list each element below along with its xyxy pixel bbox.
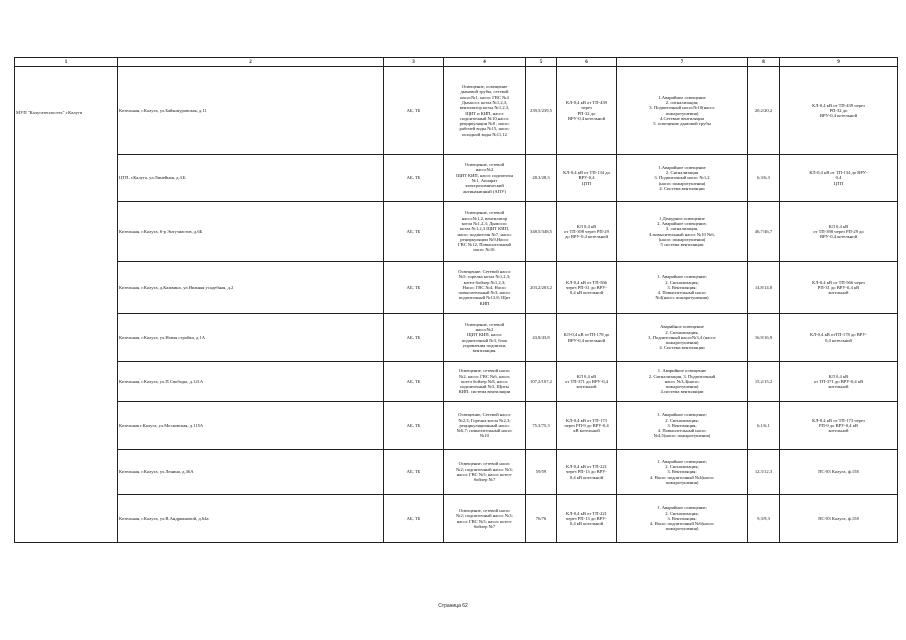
supply-line: 0,4 кВ котельной	[569, 474, 604, 480]
source-line: КЛ 0,4 кВ	[828, 373, 849, 379]
equipment-line: управления подпитки,	[462, 342, 507, 348]
supply-cell	[557, 362, 617, 402]
header-cell: 7	[617, 58, 748, 67]
category-cell	[384, 450, 444, 495]
supply-cell	[557, 314, 617, 362]
address-cell	[118, 202, 384, 262]
source-line: ВРУ-0,4 котельной	[819, 113, 858, 119]
source-line: котельной	[828, 384, 849, 390]
table-row	[15, 67, 898, 155]
table-row	[15, 262, 898, 314]
supply-line: КЛ-0,4 кВ от ТП-566	[566, 279, 607, 285]
supply-line: 0,4 кВ котельной	[569, 290, 604, 296]
equipment-line: дымовой трубы, сетевой	[460, 89, 509, 95]
source-cell	[780, 402, 898, 450]
consumers-cell	[617, 314, 748, 362]
supply-line: через РП-13 до ВРУ-	[566, 515, 607, 521]
consumers-line: 4. Система вентиляции	[659, 345, 705, 351]
supply-line: КЛ-0,4 кВ от ТП-221	[566, 510, 607, 516]
consumers-cell	[617, 202, 748, 262]
supply-cell	[557, 450, 617, 495]
table-row	[15, 450, 898, 495]
consumers-cell	[617, 402, 748, 450]
equipment-line: Освещение; Сетевой насос	[458, 268, 511, 274]
reserve-text: 14,8/14,8	[754, 284, 773, 290]
address-text: Котельная, г.Калуга, ул.Байконуровская, д.11	[119, 107, 207, 113]
power-text: 75,3/75,3	[532, 422, 550, 428]
equipment-line: исходной воды №11,12	[462, 131, 507, 137]
consumers-line: пожаротушения)	[665, 526, 699, 532]
source-cell	[780, 314, 898, 362]
supply-cell	[557, 202, 617, 262]
equipment-cell	[444, 67, 526, 155]
consumers-line: 4.система вентиляции	[660, 389, 704, 395]
organization-cell	[15, 67, 118, 543]
equipment-line: насос ГВС №5; насос котел-	[456, 472, 513, 477]
equipment-line: подпиточный №3, Щиты	[460, 384, 509, 390]
reserve-text: 6,3/6,3	[757, 175, 770, 181]
power-cell	[526, 262, 557, 314]
reserve-text: 12,3/12,3	[754, 469, 773, 475]
consumers-cell	[617, 450, 748, 495]
consumers-cell	[617, 495, 748, 543]
reserve-text: 9,3/9,3	[757, 515, 770, 521]
consumers-cell	[617, 155, 748, 202]
source-cell	[780, 67, 898, 155]
reserve-text: 20,2/20,2	[754, 107, 773, 113]
equipment-line: котел-бойлер №1,2,3;	[463, 279, 506, 285]
supply-line: от ТП-398 через РП-29	[564, 228, 609, 234]
equipment-line: КИП	[479, 300, 490, 306]
supply-line: ЦТП	[581, 180, 592, 186]
supply-line: РП-32 до	[577, 110, 596, 116]
consumers-line: 1. Аварийное освещение;	[657, 505, 707, 511]
equipment-cell	[444, 402, 526, 450]
equipment-line: бойлер №7	[473, 523, 496, 529]
consumers-line: 2. Аварийное освещение,	[657, 220, 707, 226]
page-number: Страница 62	[438, 603, 468, 609]
equipment-line: насос№2	[475, 167, 494, 173]
address-cell	[118, 402, 384, 450]
table-row	[15, 362, 898, 402]
consumers-line: пожаротушения)	[665, 479, 699, 485]
consumers-line: 3. Вентиляция;	[667, 515, 697, 521]
category-cell	[384, 67, 444, 155]
equipment-line: рециркуляции №8 , насос	[459, 121, 510, 127]
power-cell	[526, 495, 557, 543]
reserve-cell	[748, 450, 780, 495]
power-text: 43,8/43,8	[532, 334, 550, 340]
consumers-cell	[617, 262, 748, 314]
supply-line: через РП-9 до ВРУ-0,4	[564, 422, 609, 428]
equipment-line: Освещение, сетевой насос	[458, 368, 511, 374]
supply-line: КЛ 0,4 кВ	[576, 223, 597, 229]
address-cell	[118, 362, 384, 402]
equipment-line: вентиляция.	[472, 348, 497, 354]
source-cell	[780, 155, 898, 202]
equipment-cell	[444, 495, 526, 543]
power-cell	[526, 402, 557, 450]
power-text: 76/76	[535, 515, 547, 521]
source-line: ПС-83 Калуга, ф.158	[818, 515, 859, 521]
consumers-line: 3. Вентиляция;	[667, 422, 697, 428]
consumers-line: (насос пожаротушения)	[658, 236, 706, 242]
consumers-line: 2. Сигнализация;	[665, 279, 699, 285]
equipment-line: насос№1,2, вентилятор	[461, 215, 508, 221]
consumers-line: №4,5(насос пожаротушения)	[653, 433, 711, 439]
power-text: 348,5/348,5	[530, 228, 552, 234]
equipment-line: №10	[480, 433, 489, 439]
source-line: РП-32 до	[829, 107, 848, 113]
power-text: 239,5/239,5	[530, 107, 552, 113]
equipment-line: Освещение, освещение	[461, 84, 508, 90]
category-text: АБ, ТБ	[406, 378, 421, 384]
power-cell	[526, 450, 557, 495]
consumers-line: 3. Подпиточный насос№10(насос	[649, 105, 715, 111]
source-line: КЛ-0,4 кВ от ТП-566 через	[812, 279, 865, 285]
category-cell	[384, 155, 444, 202]
supply-line: до ВРУ-0,4 котельной	[565, 234, 608, 240]
equipment-line: №6,7; повысительный насос	[456, 428, 513, 434]
category-text: АБ, ТБ	[406, 469, 421, 475]
source-line: котельной	[828, 290, 849, 296]
power-text: 59/59	[535, 469, 547, 475]
equipment-cell	[444, 202, 526, 262]
address-cell	[118, 495, 384, 543]
consumers-line: №4(насос пожаротушения)	[655, 295, 709, 301]
equipment-line: насос№1, насос ГВС №4	[460, 94, 509, 100]
category-text: АБ, ТБ	[406, 107, 421, 113]
equipment-line: насос подпиточн №7, насос	[457, 231, 512, 237]
reserve-text: 6,1/6,1	[757, 422, 770, 428]
equipment-line: повысительный №3, насос	[458, 290, 511, 296]
equipment-line: ГВС №12, Повысительный	[457, 242, 511, 248]
equipment-line: КИП, система вентиляции	[458, 389, 511, 395]
consumers-line: 4. Повысительный насос	[657, 290, 707, 296]
equipment-line: котла №1,2,3; Дымосос	[461, 220, 508, 226]
supply-line: через РП-13 до ВРУ-	[566, 469, 607, 475]
consumers-line: 2. Сигнализация;	[665, 464, 699, 470]
equipment-line: антинакипный (АПУ)	[463, 188, 506, 194]
address-text: Котельная, г.Калуга, 6-р Энтузиастов, д.6Б	[119, 228, 203, 234]
source-line: ПС-83 Калуга, ф.158	[818, 469, 859, 475]
equipment-line: котла №1,2,3 ЩИТ КИП,	[459, 226, 510, 232]
header-cell: 2	[118, 58, 384, 67]
category-text: АБ, ТБ	[406, 284, 421, 290]
header-cell: 9	[780, 58, 898, 67]
equipment-line: Освещение; сетевой насос	[458, 461, 511, 467]
consumers-line: 3. Подпиточный насос№3,4 (насос	[648, 334, 716, 340]
consumers-line: 1. Аварийное освещение;	[657, 274, 707, 280]
address-cell	[118, 314, 384, 362]
supply-line: кВ котельной	[573, 428, 600, 434]
reserve-cell	[748, 495, 780, 543]
category-text: АБ, ТБ	[406, 422, 421, 428]
equipment-cell	[444, 262, 526, 314]
category-cell	[384, 495, 444, 543]
reserve-cell	[748, 262, 780, 314]
supply-cell	[557, 402, 617, 450]
source-line: РП-9 до ВРУ-0,4 кВ	[818, 422, 859, 428]
address-text: Котельная, г.Калуга, ул.В.Андриановой, д.64а	[119, 515, 209, 521]
source-line: ЦТП	[833, 180, 844, 186]
equipment-line: вентилятор котла №1,2,3,	[459, 105, 510, 111]
consumers-line: 3. Вентиляция;	[667, 469, 697, 475]
supply-cell	[557, 495, 617, 543]
source-cell	[780, 450, 898, 495]
equipment-line: ЩИТ КИП, насос подпиточн	[456, 172, 513, 178]
equipment-line: насос ГВС №5; насос котел-	[456, 518, 513, 524]
source-line: КЛ-0,4 кВ отТП-178 до ВРУ-	[809, 332, 868, 338]
equipment-line: рециркуляционный насос	[459, 422, 510, 428]
category-cell	[384, 314, 444, 362]
consumers-line: 2. Сигнализация;	[665, 417, 699, 423]
power-cell	[526, 202, 557, 262]
equipment-line: №2; подпиточный насос №3;	[456, 466, 513, 472]
equipment-line: подпиточный №3, блок	[461, 337, 508, 343]
consumers-line: 1.Дежурное освещение	[659, 215, 705, 221]
address-text: ЦТП, г.Калуга, ул.Линейная, д.3 Б	[119, 175, 186, 181]
address-cell	[118, 450, 384, 495]
consumers-line: 2. Сигнализация	[665, 170, 699, 176]
reserve-cell	[748, 67, 780, 155]
address-cell	[118, 67, 384, 155]
equipment-line: рециркуляции №9,Насос	[460, 236, 509, 242]
consumers-line: 4.Сетевые вентиляции	[660, 115, 704, 121]
consumers-line: Аварийное освещение	[660, 324, 704, 330]
equipment-line: насос№2	[475, 326, 494, 332]
reserve-cell	[748, 155, 780, 202]
equipment-cell	[444, 155, 526, 202]
consumers-line: 3. Подпиточный насос №1,2	[654, 175, 710, 181]
consumers-line: 4. Повысительный насос	[657, 428, 707, 434]
equipment-cell	[444, 362, 526, 402]
equipment-cell	[444, 450, 526, 495]
source-line: 0,4	[835, 175, 842, 181]
category-text: АБ, ТБ	[406, 228, 421, 234]
equipment-line: №2, насос ГВС №6, насос	[458, 373, 510, 379]
table-row	[15, 402, 898, 450]
equipment-line: №1, Аппарат	[471, 178, 498, 183]
consumers-line: 1. Аварийное освещение;	[657, 412, 707, 418]
equipment-line: №5; горелка котла №1,2,3;	[458, 274, 511, 280]
table-row	[15, 155, 898, 202]
supply-line: ВРУ-0,4	[578, 175, 595, 181]
category-text: АБ, ТБ	[406, 515, 421, 521]
category-cell	[384, 402, 444, 450]
reserve-cell	[748, 402, 780, 450]
equipment-line: подпиточный №10,насос	[460, 115, 509, 121]
address-text: Котельная г.Калуга, ул.Московская, д.115А	[119, 422, 204, 428]
consumers-line: 3. Вентиляция;	[667, 284, 697, 290]
header-cell: 8	[748, 58, 780, 67]
supply-line: КЛ-0,4 кВ от ТП-173	[566, 417, 607, 423]
table-row	[15, 314, 898, 362]
supply-line: КЛ-0,4 кВ от ТП-221	[566, 464, 607, 470]
header-cell: 6	[557, 58, 617, 67]
supply-line: 0,4 кВ котельной	[569, 521, 604, 527]
consumers-line: 4. Насос подпиточный №4(насос	[649, 474, 715, 480]
header-cell: 1	[15, 58, 118, 67]
source-line: котельной	[828, 428, 849, 434]
supply-cell	[557, 155, 617, 202]
source-cell	[780, 262, 898, 314]
header-row	[15, 58, 898, 67]
equipment-line: бойлер №7	[473, 477, 496, 483]
supply-line: КЛ 0,4 кВ	[576, 373, 597, 379]
equipment-line: Дымосос котла №1,2,3,	[461, 99, 508, 105]
equipment-line: котел бойлер №8, насос	[461, 378, 508, 384]
consumers-line: насос №3,4(насос	[664, 378, 700, 384]
power-cell	[526, 314, 557, 362]
equipment-line: Освещение, сетевой насос	[458, 507, 511, 513]
consumers-line: 3. сигнализация,	[665, 226, 699, 232]
source-line: КЛ 0,4 кВ	[828, 223, 849, 229]
consumers-line: 2. Сигнализация;	[665, 510, 699, 516]
address-text: Котельная, г.Калуга, д.Кажвино, ул.Нижняя усадебная, д.2	[119, 284, 234, 290]
source-cell	[780, 362, 898, 402]
equipment-line: рабочей воды №15, насос	[459, 126, 510, 132]
equipment-line: электрохимический	[465, 183, 504, 189]
supply-line: через	[581, 105, 592, 111]
category-cell	[384, 202, 444, 262]
header-cell: 3	[384, 58, 444, 67]
equipment-line: Освещение, сетевой	[464, 321, 505, 327]
reserve-cell	[748, 202, 780, 262]
power-cell	[526, 362, 557, 402]
equipment-line: Освещение; Сетевой насос	[458, 412, 511, 418]
consumers-line: пожаротушения)	[665, 340, 699, 346]
source-line: от ТП-371 до ВРУ-0,4 кВ	[813, 378, 864, 384]
supply-line: через РП-31 до ВРУ-	[566, 284, 607, 290]
source-line: КЛ-0,4 кВ от ТП-134 до ВРУ-	[809, 170, 868, 176]
equipment-line: насос №10.	[473, 247, 496, 253]
consumers-cell	[617, 67, 748, 155]
category-cell	[384, 362, 444, 402]
power-text: 107,2/107,2	[530, 378, 552, 384]
equipment-line: №2; подпиточный насос №3;	[456, 513, 513, 519]
source-cell	[780, 495, 898, 543]
consumers-line: 4.повысительный насос №10 №6,	[649, 231, 715, 237]
consumers-line: 1. Аварийное освещение	[657, 368, 707, 374]
supply-line: от ТП-371 до ВРУ-0,4	[565, 378, 608, 384]
supply-line: ВРУ-0,4 котельной	[567, 337, 606, 343]
equipment-line: подпиточный №13,8; Щит	[458, 295, 511, 301]
supply-line: котельной	[576, 384, 597, 390]
source-line: КЛ-0,4 кВ от ТП-439 через	[812, 102, 865, 108]
reserve-cell	[748, 314, 780, 362]
reserve-cell	[748, 362, 780, 402]
category-text: АБ, ТБ	[406, 175, 421, 181]
equipment-cell	[444, 314, 526, 362]
consumers-line: 5. освещение дымовой трубы	[653, 121, 711, 127]
source-cell	[780, 202, 898, 262]
source-line: ВРУ-0,4 котельной	[819, 234, 858, 240]
organization-name: МУП "Калугатеплосеть" г.Калуги	[16, 110, 83, 115]
consumers-line: пожаротушения)	[665, 384, 699, 390]
consumers-line: 2. Сигнализация,	[665, 329, 699, 335]
category-cell	[384, 262, 444, 314]
consumers-line: пожаротушения)	[665, 110, 699, 116]
source-line: 0,4 котельной	[825, 337, 852, 343]
reserve-text: 15,2/15,2	[754, 378, 773, 384]
consumers-cell	[617, 362, 748, 402]
reserve-text: 46,7/46,7	[754, 228, 773, 234]
header-cell: 4	[444, 58, 526, 67]
consumers-line: (насос пожаротушения)	[658, 180, 706, 186]
supply-line: ВРУ-0,4 котельной	[567, 115, 606, 121]
equipment-line: №2,3; Горелка котла №2,3;	[458, 417, 511, 423]
power-text: 203,2/203,2	[530, 284, 552, 290]
address-text: Котельная, г.Калуга, ул.Ленина, д.36А	[119, 469, 194, 475]
power-cell	[526, 67, 557, 155]
address-cell	[118, 262, 384, 314]
power-cell	[526, 155, 557, 202]
address-cell	[118, 155, 384, 202]
reserve-text: 16,9/16,9	[754, 334, 773, 340]
supply-cell	[557, 262, 617, 314]
table-row	[15, 202, 898, 262]
consumers-line: 4. Насос подпиточный №6(насос	[649, 521, 715, 527]
consumers-line: 1.Аварийное освещение	[658, 164, 706, 170]
consumers-line: 5 система вентиляции	[660, 242, 704, 248]
consumers-line: 2. сигнализация;	[665, 99, 699, 105]
supply-line: КЛ-0,4 кВ отТП-178 до	[563, 332, 610, 338]
supply-line: КЛ-0,4 кВ от ТП-439	[566, 99, 607, 105]
address-text: Котельная, г.Калуга, ул.Новая стройка, д.1А	[119, 334, 206, 340]
consumers-line: 1. Аварийное освещение;	[657, 458, 707, 464]
address-text: Котельная, г.Калуга, ул.П.Свободы, д.121А	[119, 378, 204, 384]
supply-cell	[557, 67, 617, 155]
table-row	[15, 495, 898, 543]
supply-line: КЛ-0,4 кВ от ТП-134 до	[563, 170, 610, 176]
source-line: от ТП-398 через РП-29 до	[813, 228, 864, 234]
document-table	[14, 57, 898, 543]
consumers-line: 1.Аварийное освещение	[658, 94, 706, 100]
equipment-line: ЩИТ КИП, насос	[467, 332, 502, 338]
equipment-line: Насос ГВС №4, Насос	[462, 284, 507, 290]
category-text: АБ, ТБ	[406, 334, 421, 340]
power-text: 28,3/28,3	[532, 175, 550, 181]
equipment-line: Освещение, сетевой	[464, 162, 505, 168]
source-line: РП-31 до ВРУ-0,4 кВ	[817, 284, 860, 290]
equipment-line: Освещение, сетевой	[464, 210, 505, 216]
consumers-line: 4. Система вентиляции	[659, 185, 705, 191]
source-line: КЛ-0,4 кВ от ТП-173 через	[812, 417, 865, 423]
consumers-line: 2. Сигнализация, 3. Подпиточный	[648, 373, 716, 379]
header-cell: 5	[526, 58, 557, 67]
equipment-line: ЩИТ и КИП, насос	[465, 110, 504, 116]
